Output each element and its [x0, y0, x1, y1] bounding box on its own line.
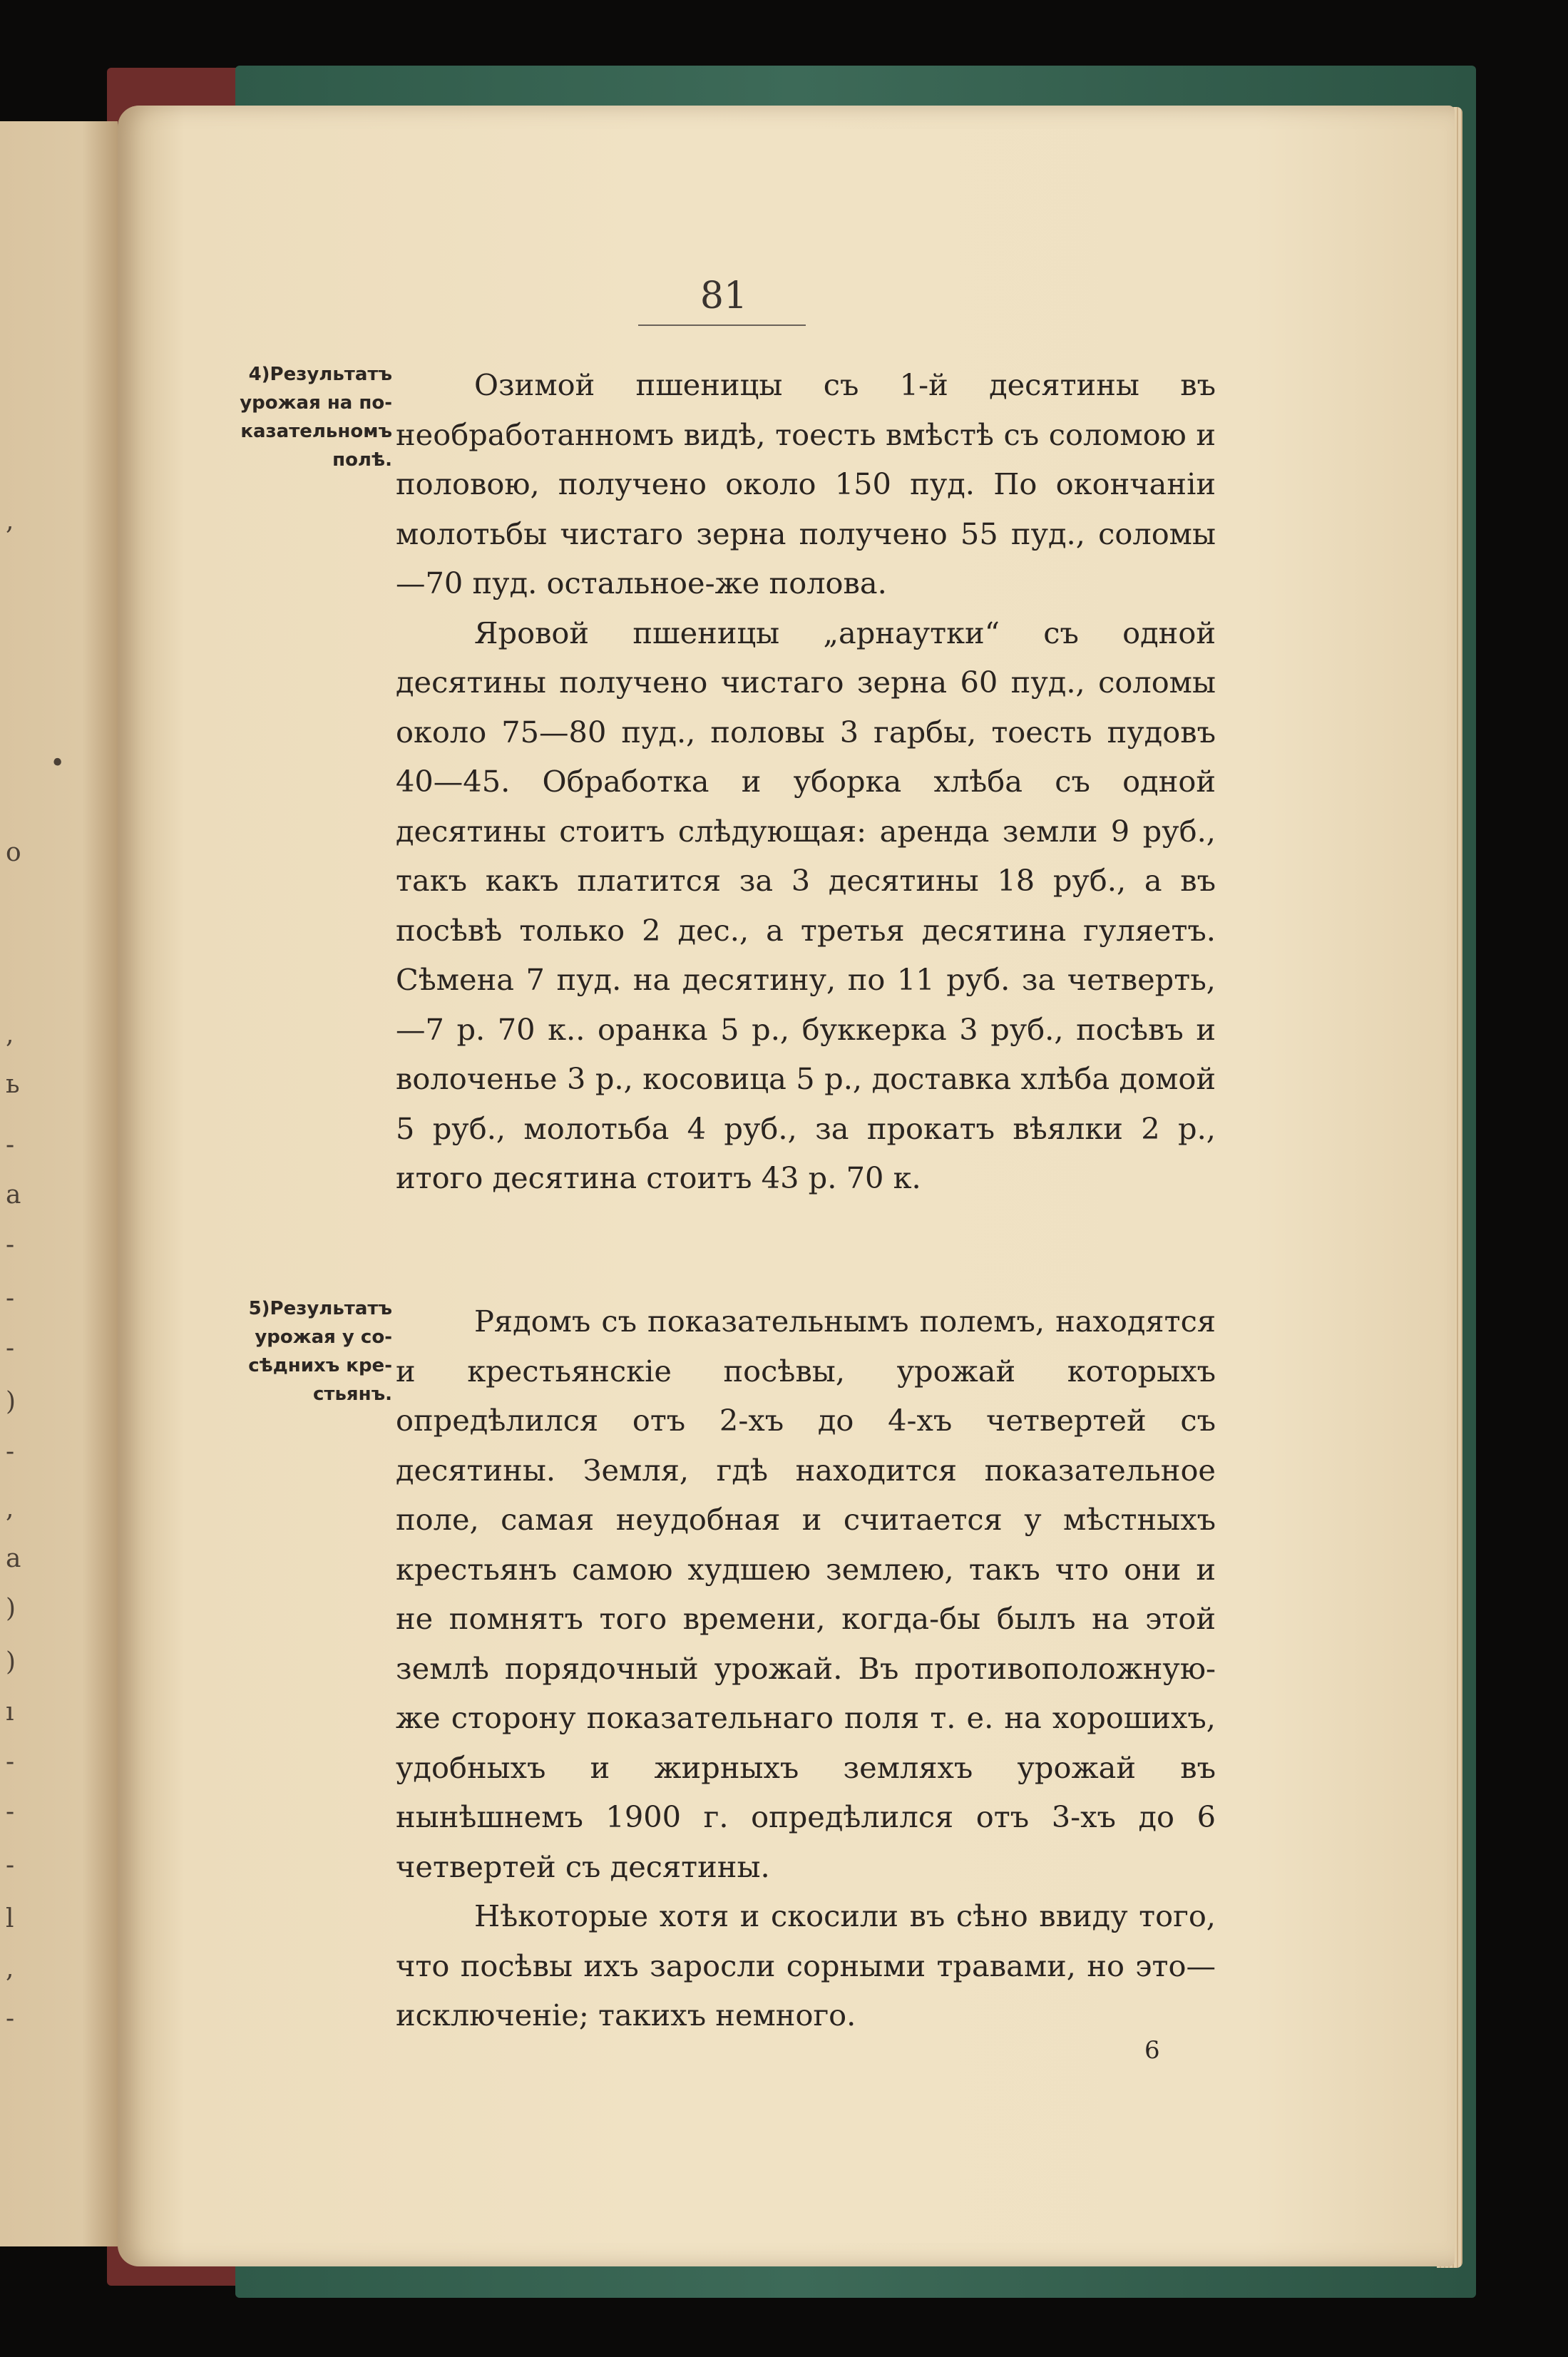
margin-note-section-4 [200, 360, 392, 474]
left-page-fragment: a [6, 1180, 21, 1210]
margin-note-line: 5)Результатъ [248, 1298, 392, 1319]
left-page-fragment: ) [6, 1594, 16, 1623]
margin-note-line: 4)Результатъ [248, 364, 392, 385]
page-number-rule [638, 324, 806, 326]
left-page-fragment: - [6, 1437, 15, 1466]
signature-mark: 6 [1144, 2036, 1160, 2065]
section-5-text [396, 1297, 1216, 2040]
left-page-fragment: , [6, 1954, 14, 1983]
left-page-fragment: ) [6, 1387, 16, 1416]
left-page-fragment: - [6, 1747, 15, 1776]
page-number: 81 [700, 275, 748, 317]
margin-note-line: сѣднихъ кре- [248, 1355, 392, 1376]
left-page-fragment: ) [6, 1647, 16, 1677]
paragraph: Яровой пшеницы „арнаутки“ съ одной десятины получено чистаго зерна 60 пуд., соломы около 75—80 пуд., половы 3 гарбы, тоесть пудовъ 40—45. Обработка и уборка хлѣба съ одной десятины стоитъ слѣдующая: аренда земли 9 руб., такъ какъ платится за 3 десятины 18 руб., а въ посѣвѣ только 2 дес., а третья десятина гуляетъ. Сѣмена 7 пуд. на десятину, по 11 руб. за четверть,—7 р. 70 к.. оранка 5 р., буккерка 3 руб., посѣвъ и волоченье 3 р., косовица 5 р., доставка хлѣба домой 5 руб., молотьба 4 руб., за прокатъ вѣялки 2 р., итого десятина стоитъ 43 р. 70 к. [396, 615, 1216, 1195]
paragraph: Нѣкоторые хотя и скосили въ сѣно ввиду того, что посѣвы ихъ заросли сорными травами, но это—исключенiе; такихъ немного. [396, 1898, 1216, 2033]
left-page-fragment: o [6, 838, 21, 867]
left-page-fragment: - [6, 1797, 15, 1826]
section-4-text [396, 360, 1216, 1203]
left-page-fragment: l [6, 1904, 14, 1933]
margin-note-section-5 [200, 1294, 392, 1408]
left-page-fragment: a [6, 1544, 21, 1573]
left-page-fragment: - [6, 2004, 15, 2033]
left-page-fragment: - [6, 1130, 15, 1160]
left-page-fragment: - [6, 1230, 15, 1259]
left-page-fragment: - [6, 1334, 15, 1363]
paragraph: Озимой пшеницы съ 1-й десятины въ необработанномъ видѣ, тоесть вмѣстѣ съ соломою и половою, получено около 150 пуд. По окончанiи молотьбы чистаго зерна получено 55 пуд., соломы—70 пуд. остальное-же полова. [396, 367, 1216, 600]
left-page-fragment: ь [6, 1070, 20, 1099]
paragraph: Рядомъ съ показательнымъ полемъ, находятся и крестьянскiе посѣвы, урожай которыхъ опредѣлился отъ 2-хъ до 4-хъ четвертей съ десятины. Земля, гдѣ находится показательное поле, самая неудобная и считается у мѣстныхъ крестьянъ самою худшею землею, такъ что они и не помнятъ того времени, когда-бы былъ на этой землѣ порядочный урожай. Въ противоположную-же сторону показательнаго поля т. е. на хорошихъ, удобныхъ и жирныхъ земляхъ урожай въ нынѣшнемъ 1900 г. опредѣлился отъ 3-хъ до 6 четвертей съ десятины. [396, 1304, 1216, 1884]
margin-note-line: стьянъ. [313, 1384, 392, 1405]
left-page-fragment: , [6, 506, 14, 536]
left-page-fragment: • [50, 749, 66, 778]
left-page-fragment: ı [6, 1697, 14, 1727]
margin-note-line: казательномъ [240, 421, 392, 442]
left-page-fragment: - [6, 1851, 15, 1880]
margin-note-line: урожая у со- [255, 1326, 392, 1348]
left-page-fragment: , [6, 1494, 14, 1523]
left-page-fragment: - [6, 1284, 15, 1313]
margin-note-line: урожая на по- [240, 392, 392, 414]
previous-page-edge [0, 121, 118, 2246]
left-page-fragment: , [6, 1020, 14, 1049]
margin-note-line: полѣ. [332, 449, 392, 471]
